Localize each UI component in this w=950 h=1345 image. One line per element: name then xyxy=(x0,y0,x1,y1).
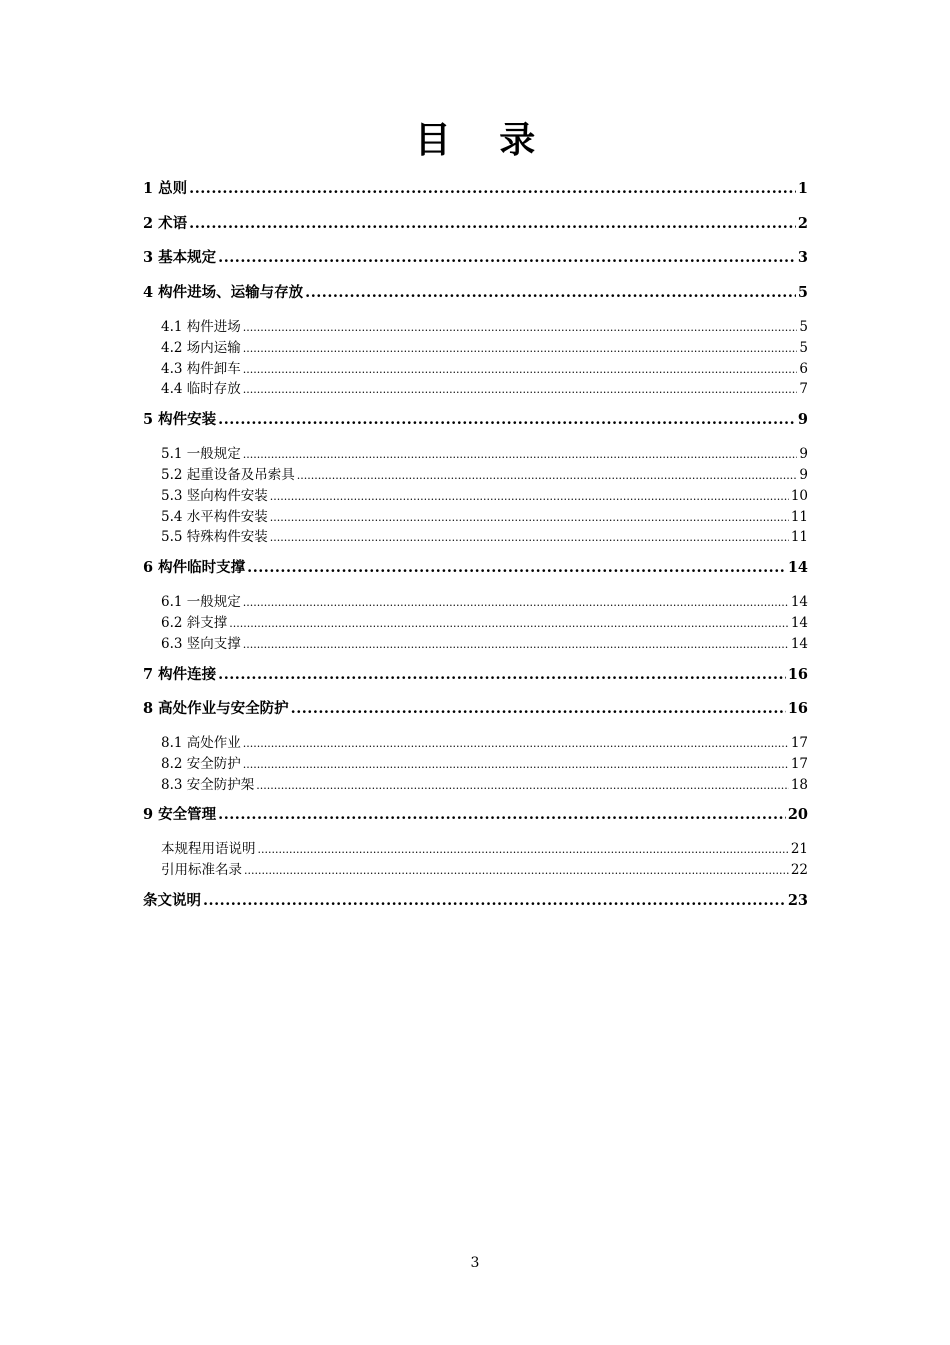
toc-page-number: 22 xyxy=(790,862,808,878)
dot-leader xyxy=(256,777,789,793)
dot-leader xyxy=(297,467,798,483)
toc-label: 条文说明 xyxy=(143,892,201,909)
toc-label: 8 高处作业与安全防护 xyxy=(143,700,289,717)
toc-label: 4.3 构件卸车 xyxy=(161,361,241,377)
toc-label: 6.2 斜支撑 xyxy=(161,615,228,631)
toc-label: 8.1 高处作业 xyxy=(161,735,241,751)
toc-page-number: 10 xyxy=(790,488,808,504)
toc-page-number: 17 xyxy=(790,735,808,751)
dot-leader xyxy=(270,529,789,545)
toc-label: 5.2 起重设备及吊索具 xyxy=(161,467,295,483)
toc-label: 3 基本规定 xyxy=(143,249,217,266)
toc-label: 6.1 一般规定 xyxy=(161,594,241,610)
toc-subentry[interactable] xyxy=(161,505,808,525)
toc-page-number: 16 xyxy=(787,666,808,683)
toc-entry[interactable] xyxy=(143,281,808,302)
toc-label: 7 构件连接 xyxy=(143,666,217,683)
dot-leader xyxy=(243,756,789,772)
toc-label: 4.4 临时存放 xyxy=(161,381,241,397)
toc-page-number: 16 xyxy=(787,700,808,717)
toc-entry[interactable] xyxy=(143,408,808,429)
dot-leader xyxy=(243,340,798,356)
toc-page-number: 21 xyxy=(790,841,808,857)
page-number: 3 xyxy=(470,1255,480,1271)
toc-label: 2 术语 xyxy=(143,215,188,232)
toc-subentry[interactable] xyxy=(161,442,808,462)
toc-label: 4 构件进场、运输与存放 xyxy=(143,284,304,301)
toc-label: 5 构件安装 xyxy=(143,411,217,428)
toc-label: 1 总则 xyxy=(143,180,188,197)
toc-page-number: 14 xyxy=(790,594,808,610)
toc-label: 8.2 安全防护 xyxy=(161,756,241,772)
toc-label: 本规程用语说明 xyxy=(161,841,256,857)
dot-leader xyxy=(218,666,786,683)
toc-page-number: 5 xyxy=(799,319,808,335)
toc-page-number: 14 xyxy=(787,559,808,576)
toc-subentry[interactable] xyxy=(161,731,808,751)
toc-label: 5.5 特殊构件安装 xyxy=(161,529,268,545)
toc-subentry[interactable] xyxy=(161,752,808,772)
dot-leader xyxy=(243,361,798,377)
toc-page-number: 7 xyxy=(799,381,808,397)
toc-page-number: 6 xyxy=(799,361,808,377)
toc-subentry[interactable] xyxy=(161,837,808,857)
toc-entry[interactable] xyxy=(143,212,808,233)
toc-page-number: 9 xyxy=(797,411,808,428)
toc-page-number: 23 xyxy=(787,892,808,909)
toc-page-number: 18 xyxy=(790,777,808,793)
toc-page-number: 5 xyxy=(797,284,808,301)
dot-leader xyxy=(218,806,786,823)
dot-leader xyxy=(243,594,789,610)
dot-leader xyxy=(203,892,786,909)
toc-label: 5.3 竖向构件安装 xyxy=(161,488,268,504)
toc-subentry[interactable] xyxy=(161,632,808,652)
toc-label: 4.1 构件进场 xyxy=(161,319,241,335)
toc-entry[interactable] xyxy=(143,697,808,718)
toc-entry[interactable] xyxy=(143,663,808,684)
toc-entry[interactable] xyxy=(143,889,808,910)
toc-subentry[interactable] xyxy=(161,858,808,878)
dot-leader xyxy=(243,381,798,397)
toc-subentry[interactable] xyxy=(161,377,808,397)
dot-leader xyxy=(305,284,796,301)
dot-leader xyxy=(258,841,789,857)
toc-subentry[interactable] xyxy=(161,773,808,793)
toc-entry[interactable] xyxy=(143,177,808,198)
toc-page-number: 11 xyxy=(790,509,808,525)
toc-subentry[interactable] xyxy=(161,463,808,483)
toc-page-number: 1 xyxy=(797,180,808,197)
toc-label: 8.3 安全防护架 xyxy=(161,777,255,793)
toc-entry[interactable] xyxy=(143,246,808,267)
toc-label: 4.2 场内运输 xyxy=(161,340,241,356)
dot-leader xyxy=(243,636,789,652)
toc-page-number: 9 xyxy=(799,446,808,462)
toc-subentry[interactable] xyxy=(161,484,808,504)
toc-entry[interactable] xyxy=(143,556,808,577)
toc-label: 5.1 一般规定 xyxy=(161,446,241,462)
toc-page-number: 3 xyxy=(797,249,808,266)
dot-leader xyxy=(291,700,786,717)
toc-subentry[interactable] xyxy=(161,336,808,356)
dot-leader xyxy=(244,862,789,878)
toc-label: 9 安全管理 xyxy=(143,806,217,823)
page-title: 目 录 xyxy=(414,119,554,161)
toc-subentry[interactable] xyxy=(161,357,808,377)
toc-page-number: 20 xyxy=(787,806,808,823)
toc-subentry[interactable] xyxy=(161,315,808,335)
dot-leader xyxy=(189,215,796,232)
dot-leader xyxy=(218,411,796,428)
toc-page-number: 9 xyxy=(799,467,808,483)
toc-subentry[interactable] xyxy=(161,611,808,631)
dot-leader xyxy=(229,615,789,631)
toc-page-number: 17 xyxy=(790,756,808,772)
toc-subentry[interactable] xyxy=(161,525,808,545)
toc-page-number: 14 xyxy=(790,615,808,631)
toc-label: 6.3 竖向支撑 xyxy=(161,636,241,652)
toc-label: 5.4 水平构件安装 xyxy=(161,509,268,525)
dot-leader xyxy=(189,180,796,197)
dot-leader xyxy=(270,509,789,525)
dot-leader xyxy=(243,446,798,462)
toc-page-number: 2 xyxy=(797,215,808,232)
dot-leader xyxy=(270,488,789,504)
dot-leader xyxy=(218,249,796,266)
dot-leader xyxy=(243,319,798,335)
dot-leader xyxy=(247,559,786,576)
toc-page-number: 11 xyxy=(790,529,808,545)
dot-leader xyxy=(243,735,789,751)
toc-page-number: 14 xyxy=(790,636,808,652)
toc-subentry[interactable] xyxy=(161,590,808,610)
toc-entry[interactable] xyxy=(143,803,808,824)
toc-label: 引用标准名录 xyxy=(161,862,242,878)
toc-label: 6 构件临时支撑 xyxy=(143,559,246,576)
toc-page-number: 5 xyxy=(799,340,808,356)
